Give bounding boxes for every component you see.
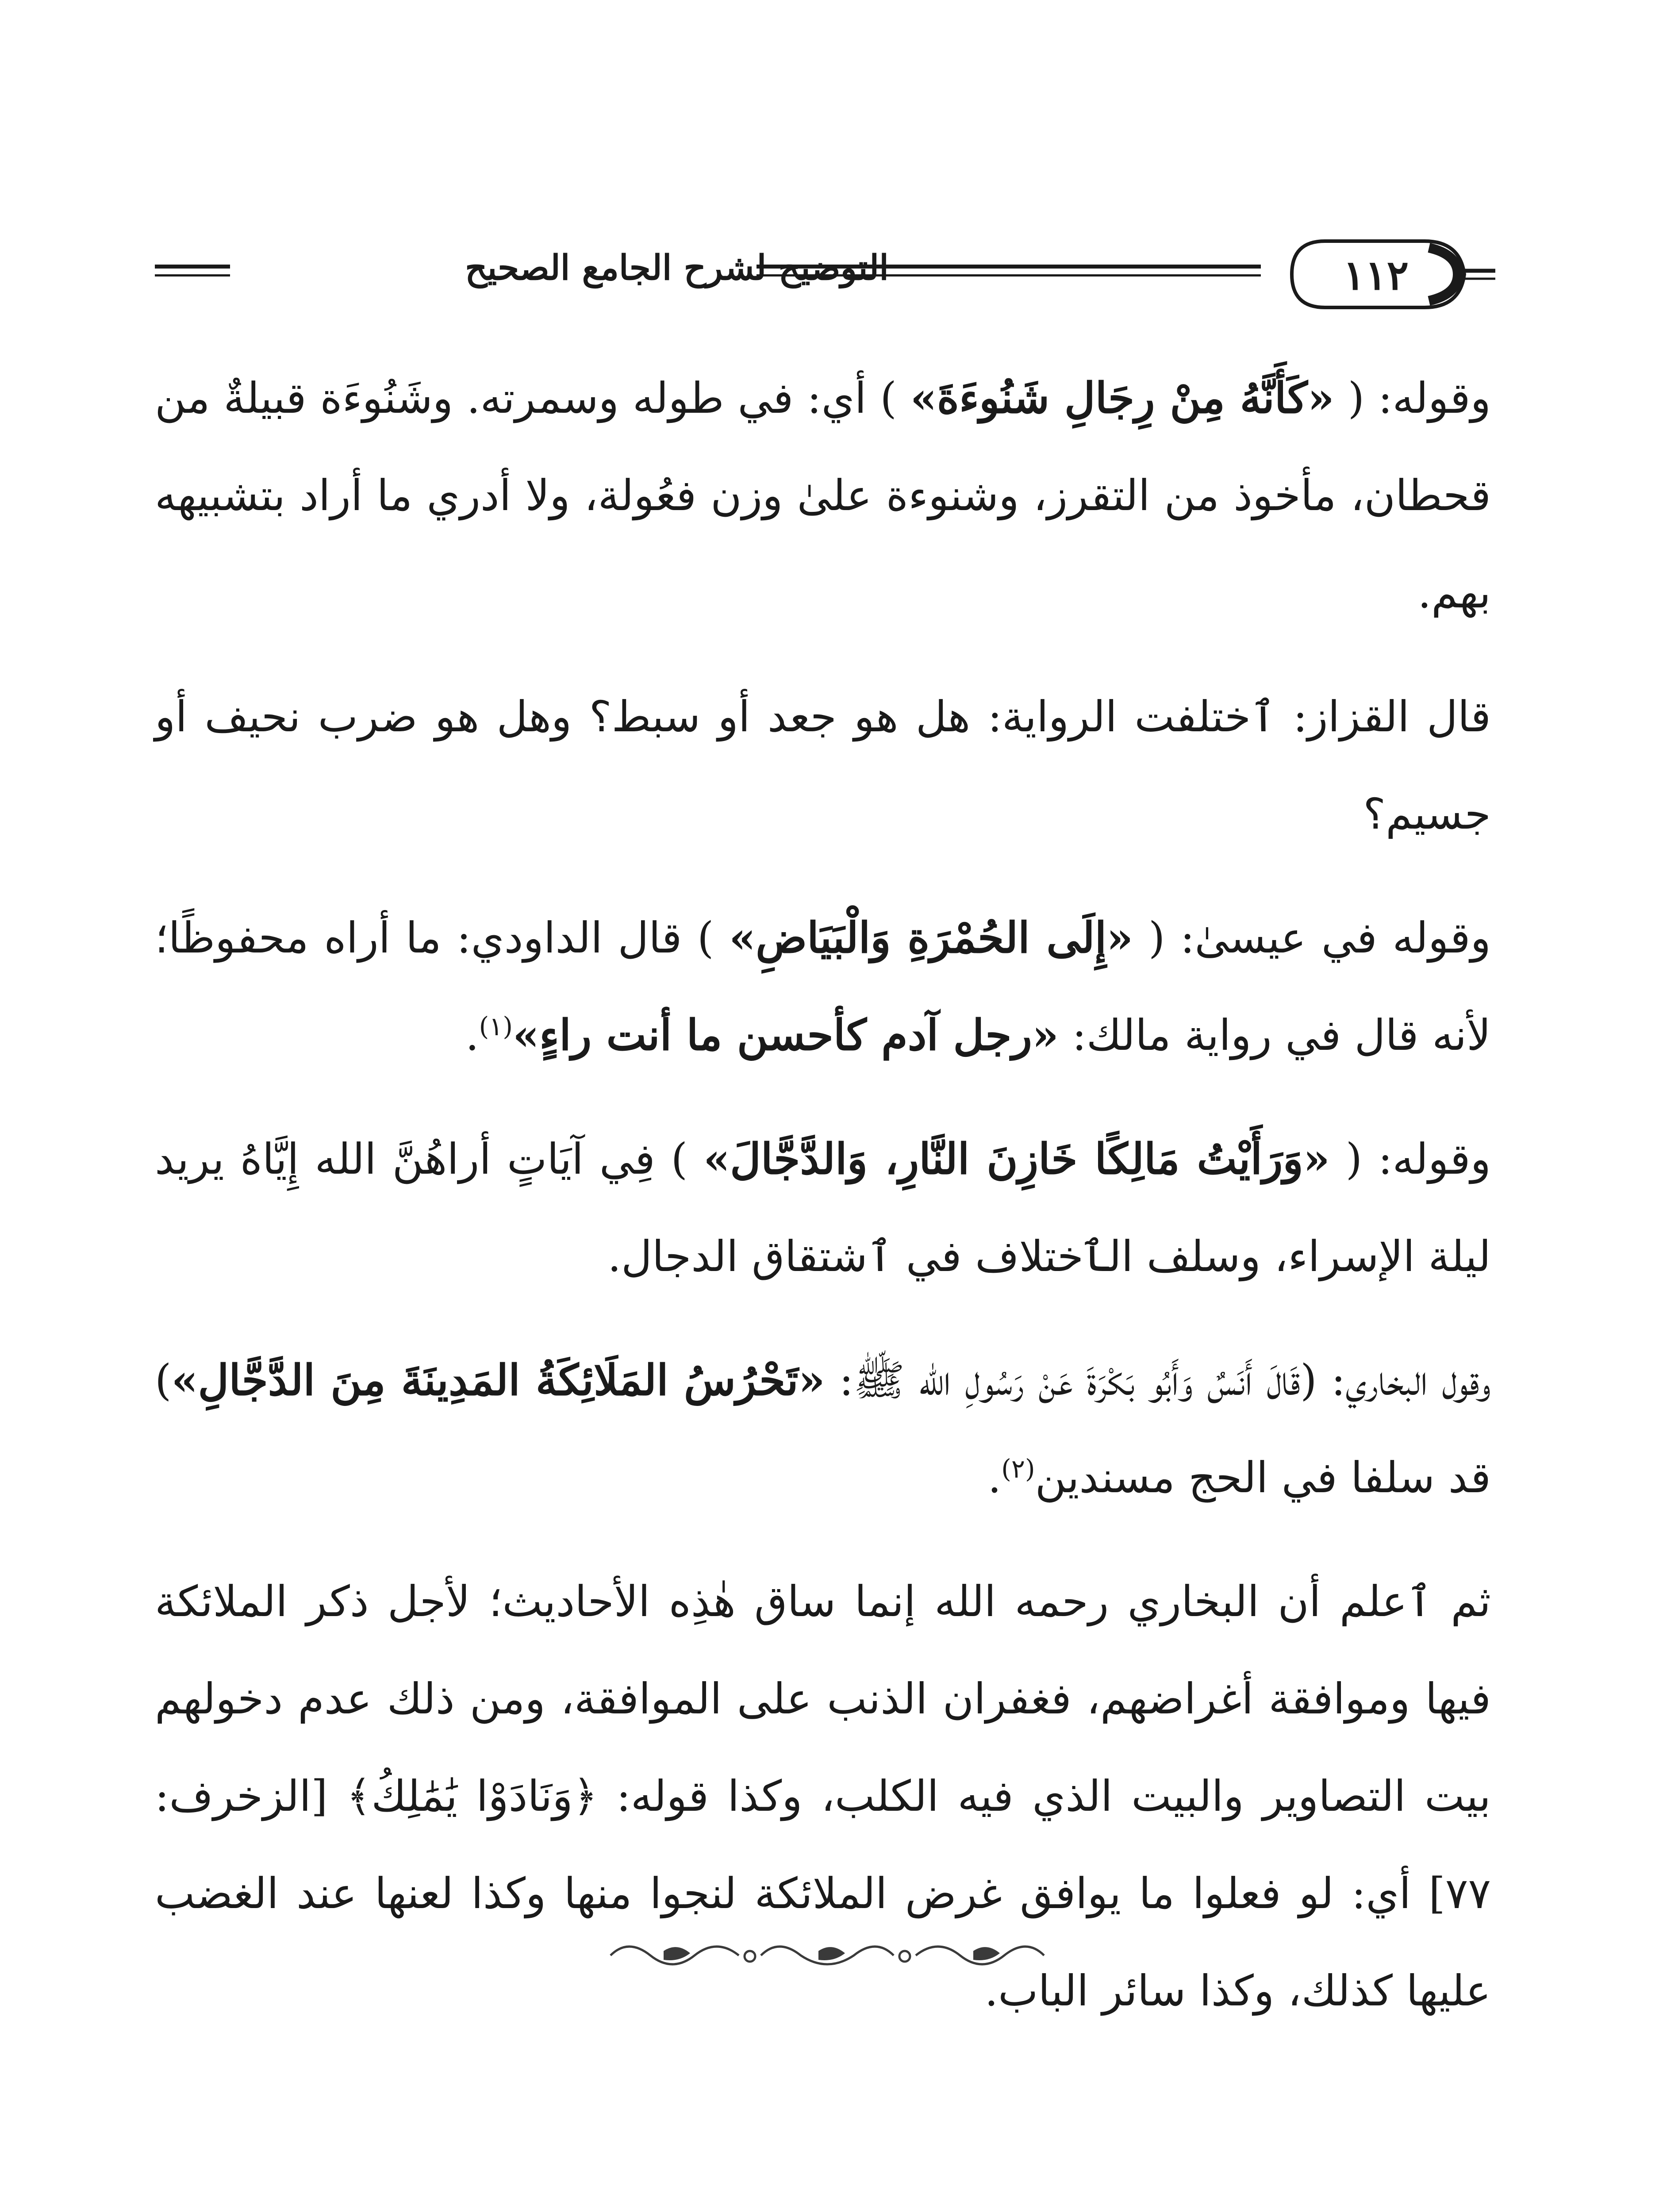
text-run: [الزخرف: ٧٧] أي: لو فعلوا ما يوافق غرض الملائكة لنجوا منها وكذا لعنها عند الغضب عليها كذلك، وكذا سائر الباب. xyxy=(155,1771,1491,2016)
text-run: . xyxy=(465,1010,479,1060)
text-run: وقول البخاري: (قَالَ أَنَسٌ وَأَبُو بَكْرَةَ عَنْ رَسُولِ الله ﷺ: xyxy=(825,1356,1491,1405)
text-run: وقوله في عيسىٰ: ( xyxy=(1133,913,1491,963)
text-run: قال القزاز: ٱختلفت الرواية: هل هو جعد أو سبط؟ وهل هو ضرب نحيف أو جسيم؟ xyxy=(155,692,1491,839)
text-run: ) أي: في طوله وسمرته. وشَنُوءَة قبيلةٌ من قحطان، مأخوذ من التقرز، وشنوءة علىٰ وزن فعُولة، ولا أدري ما أراد بتشبيهه بهم. xyxy=(155,373,1491,618)
text-run: ) قد سلفا في الحج مسندين xyxy=(155,1356,1491,1502)
running-header xyxy=(155,230,1495,319)
header-rule-left-bottom xyxy=(155,274,230,276)
text-run: وقوله: ( xyxy=(1334,373,1491,423)
paragraph-4 xyxy=(155,1110,1491,1305)
text-run: ) فِي آيَاتٍ أراهُنَّ الله إِيَّاهُ يريد ليلة الإسراء، وسلف الٱختلاف في ٱشتقاق الدجال. xyxy=(155,1134,1491,1281)
paragraph-3 xyxy=(155,889,1491,1084)
page-number: ١١٢ xyxy=(1343,251,1409,299)
main-text xyxy=(155,349,1491,2039)
paragraph-5 xyxy=(155,1332,1491,1526)
quran-quote: ﴿وَنَادَوْا يَٰمَٰلِكُ﴾ xyxy=(346,1771,598,1821)
hadith-quote: «وَرَأَيْتُ مَالِكًا خَازِنَ النَّارِ، وَالدَّجَّالَ» xyxy=(703,1134,1330,1184)
text-run: . xyxy=(987,1453,1002,1502)
paragraph-1 xyxy=(155,349,1491,641)
header-rule-right-bottom xyxy=(757,274,1261,276)
header-title: التوضيح لشرح الجامع الصحيح xyxy=(465,248,889,288)
text-run: ثم ٱعلم أن البخاري رحمه الله إنما ساق هٰذِه الأحاديث؛ لأجل ذكر الملائكة فيها وموافقة أغراضهم، فغفران الذنب على الموافقة، ومن ذلك عدم دخولهم بيت التصاوير والبيت الذي فيه الكلب، وكذا قوله: xyxy=(155,1577,1491,1821)
hadith-quote: «تَحْرُسُ المَلَائِكَةُ المَدِينَةَ مِنَ الدَّجَّالِ» xyxy=(171,1355,825,1405)
text-run: ) قال الداودي: ما أراه محفوظًا؛ لأنه قال في رواية مالك: xyxy=(155,913,1491,1060)
page-number-badge xyxy=(1283,230,1495,319)
hadith-quote: «إِلَى الحُمْرَةِ وَالْبَيَاضِ» xyxy=(729,913,1133,963)
header-rule-right-top xyxy=(757,265,1261,269)
paragraph-2 xyxy=(155,668,1491,863)
footnote-ref-2[interactable]: (٢) xyxy=(1001,1454,1035,1484)
text-run: وقوله: ( xyxy=(1329,1134,1491,1184)
header-rule-left-top xyxy=(155,265,230,269)
hadith-quote: «رجل آدم كأحسن ما أنت راءٍ» xyxy=(513,1010,1059,1060)
hadith-quote: «كَأَنَّهُ مِنْ رِجَالِ شَنُوءَةَ» xyxy=(910,373,1334,423)
section-end-ornament-icon xyxy=(602,1929,1053,1982)
footnote-ref-1[interactable]: (١) xyxy=(479,1011,513,1041)
